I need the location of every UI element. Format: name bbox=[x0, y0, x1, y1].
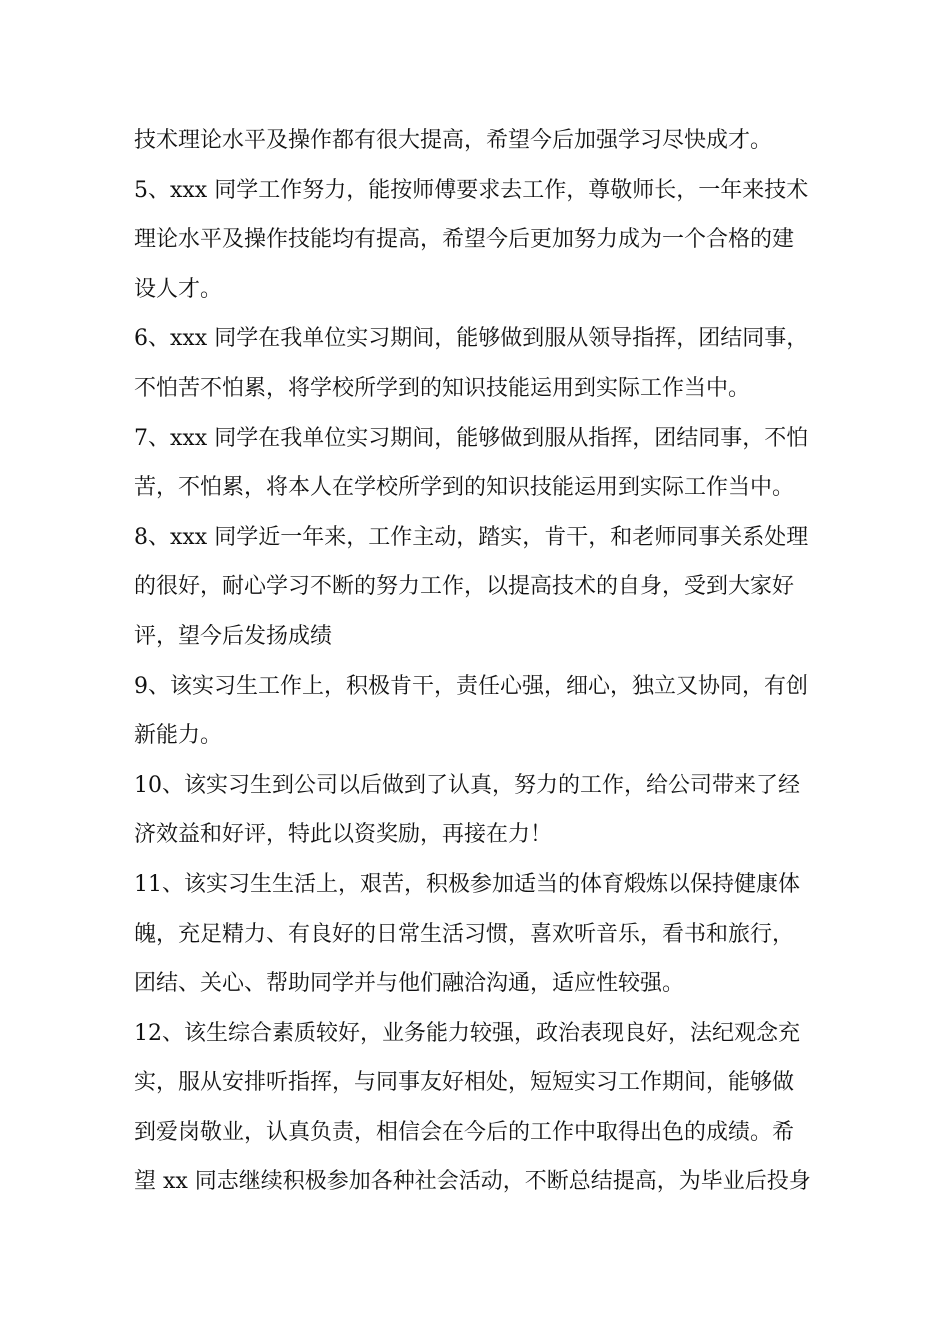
paragraph-item-7 bbox=[134, 414, 824, 513]
paragraph-item-8 bbox=[134, 513, 824, 662]
paragraph-item-9 bbox=[134, 662, 824, 761]
text-line: 设人才。 bbox=[134, 276, 223, 302]
paragraph-item-10 bbox=[134, 761, 824, 860]
text-line: 的很好，耐心学习不断的努力工作，以提高技术的自身，受到大家好 bbox=[134, 574, 795, 600]
text-line: 理论水平及操作技能均有提高，希望今后更加努力成为一个合格的建 bbox=[134, 227, 795, 253]
paragraph-item-12 bbox=[134, 1009, 824, 1207]
text-line: 评，望今后发扬成绩 bbox=[134, 623, 333, 649]
text-line: 11、该实习生生活上，艰苦，积极参加适当的体育煅炼以保持健康体 bbox=[134, 871, 800, 897]
paragraph-item-5 bbox=[134, 166, 824, 315]
text-line: 魄，充足精力、有良好的日常生活习惯，喜欢听音乐，看书和旅行， bbox=[134, 921, 795, 947]
paragraph-item-6 bbox=[134, 314, 824, 413]
text-line: 技术理论水平及操作都有很大提高，希望今后加强学习尽快成才。 bbox=[134, 128, 773, 153]
text-line: 团结、关心、帮助同学并与他们融洽沟通，适应性较强。 bbox=[134, 971, 685, 997]
text-line: 到爱岗敬业，认真负责，相信会在今后的工作中取得出色的成绩。希 bbox=[134, 1119, 795, 1145]
document-body bbox=[134, 116, 824, 1207]
text-line: 5、xxx 同学工作努力，能按师傅要求去工作，尊敬师长，一年来技术 bbox=[134, 177, 809, 203]
text-line: 新能力。 bbox=[134, 723, 223, 749]
paragraph-continuation bbox=[134, 116, 824, 166]
text-line: 9、该实习生工作上，积极肯干，责任心强，细心，独立又协同，有创 bbox=[134, 673, 808, 699]
text-line: 苦，不怕累，将本人在学校所学到的知识技能运用到实际工作当中。 bbox=[134, 475, 795, 501]
text-line: 望 xx 同志继续积极参加各种社会活动，不断总结提高，为毕业后投身 bbox=[134, 1169, 811, 1195]
paragraph-item-11 bbox=[134, 860, 824, 1009]
text-line: 实，服从安排听指挥，与同事友好相处，短短实习工作期间，能够做 bbox=[134, 1070, 795, 1096]
text-line: 7、xxx 同学在我单位实习期间，能够做到服从指挥，团结同事，不怕 bbox=[134, 425, 809, 451]
text-line: 10、该实习生到公司以后做到了认真，努力的工作，给公司带来了经 bbox=[134, 772, 800, 798]
text-line: 8、xxx 同学近一年来，工作主动，踏实，肯干，和老师同事关系处理 bbox=[134, 524, 809, 550]
text-line: 12、该生综合素质较好，业务能力较强，政治表现良好，法纪观念充 bbox=[134, 1020, 800, 1046]
text-line: 6、xxx 同学在我单位实习期间，能够做到服从领导指挥，团结同事， bbox=[134, 326, 809, 352]
text-line: 不怕苦不怕累，将学校所学到的知识技能运用到实际工作当中。 bbox=[134, 375, 751, 401]
text-line: 济效益和好评，特此以资奖励，再接在力！ bbox=[134, 822, 553, 848]
